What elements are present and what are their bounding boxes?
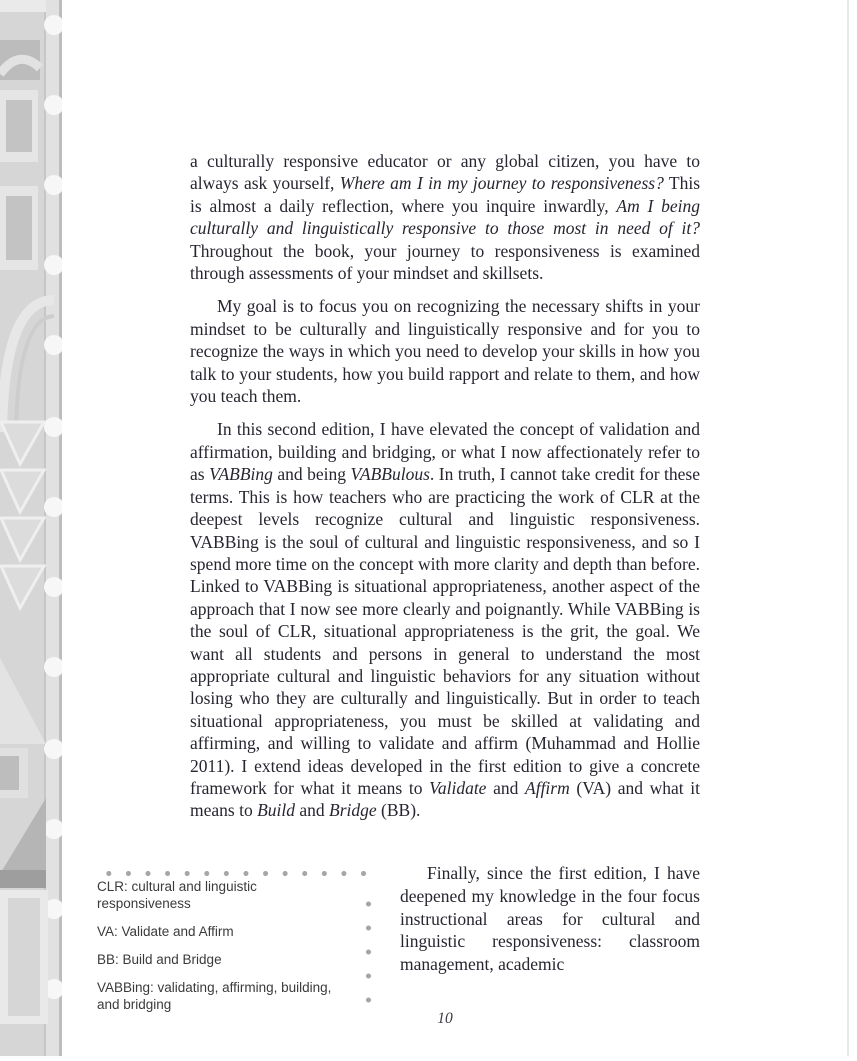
- body-paragraph: a culturally responsive educator or any global citizen, you have to always ask yourself, Where am I in my journey to responsiveness? This is almost a daily reflection, where you inquire inwardly, Am I being culturally and linguistically responsive to those most in need of it? Throughout the book, your journey to responsiveness is examined through assessments of your mindset and skillsets.: [190, 151, 700, 284]
- page-number-label: 10: [437, 1010, 453, 1027]
- margin-note-definition: CLR: cultural and linguistic responsiveness: [97, 879, 257, 911]
- body-text-column: [190, 150, 700, 822]
- dotted-border-top: [99, 870, 375, 877]
- dotted-border-right: [365, 892, 372, 1010]
- margin-note-definition: VA: Validate and Affirm: [97, 924, 234, 939]
- page-edge-line: [847, 0, 849, 1056]
- body-paragraph: Finally, since the first edition, I have deepened my knowledge in the four focus instructional areas for cultural and linguistic responsiveness: classroom management, academic: [400, 863, 700, 975]
- margin-note: [97, 862, 375, 1024]
- margin-note-definition: VABBing: validating, affirming, building, and bridging: [97, 980, 332, 1012]
- body-paragraph: In this second edition, I have elevated the concept of validation and affirmation, building and bridging, or what I now affectionately refer to as VABBing and being VABBulous. In truth, I cannot take credit for these terms. This is how teachers who are practicing the work of CLR at the deepest levels recognize cultural and linguistic responsiveness. VABBing is the soul of cultural and linguistic responsiveness, and so I spend more time on the concept with more clarity and depth than before. Linked to VABBing is situational appropriateness, another aspect of the approach that I now see more clearly and poignantly. While VABBing is the soul of CLR, situational appropriateness is the grit, the goal. We want all students and persons in general to understand the most appropriate cultural and linguistic behaviors for any situation without losing who they are culturally and linguistically. But in order to teach situational appropriateness, you must be skilled at validating and affirming, and willing to validate and affirm (Muhammad and Hollie 2011). I extend ideas developed in the first edition to give a concrete framework for what it means to Validate and Affirm (VA) and what it means to Build and Bridge (BB).: [190, 419, 701, 821]
- sidebar-art-graphic: [0, 0, 62, 1056]
- body-paragraph: My goal is to focus you on recognizing the necessary shifts in your mindset to be culturally and linguistically responsive and for you to recognize the ways in which you need to develop your skills in how you talk to your students, how you build rapport and relate to them, and how you teach them.: [190, 296, 700, 407]
- decorative-sidebar-art: [0, 0, 62, 1056]
- bottom-section: [97, 862, 700, 1024]
- margin-note-definition: BB: Build and Bridge: [97, 952, 222, 967]
